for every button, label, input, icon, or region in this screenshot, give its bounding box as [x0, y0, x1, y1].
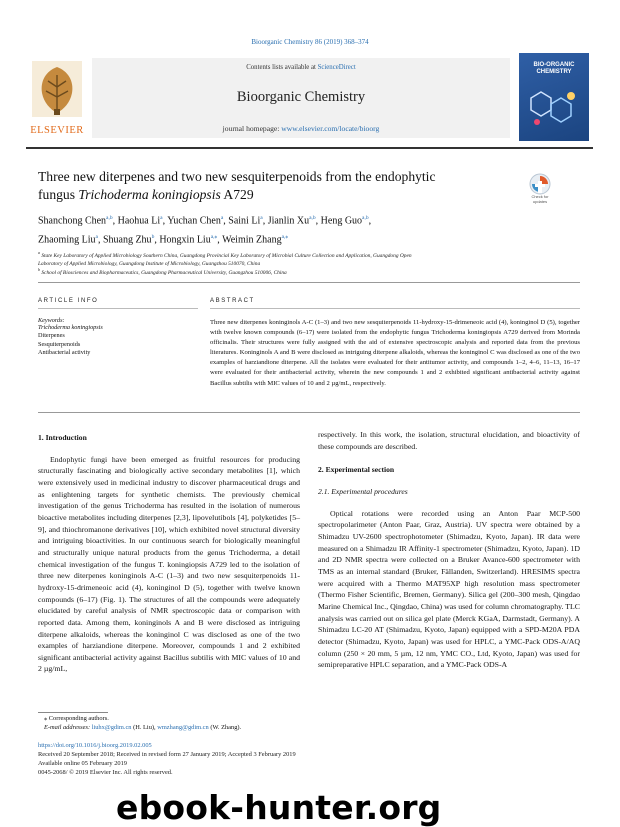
author-name: Hongxin Liu	[159, 234, 211, 246]
keyword-item: Trichoderma koningiopsis	[38, 324, 103, 331]
keywords-rule	[38, 308, 198, 309]
keywords-label: Keywords:	[38, 317, 65, 324]
cover-molecule-graphic	[527, 86, 581, 130]
corresponding-label: ⁎ Corresponding authors.	[44, 715, 109, 722]
journal-cover-title: BIO-ORGANIC CHEMISTRY	[533, 62, 575, 75]
title-line-2: fungus Trichoderma koningiopsis A729	[38, 186, 254, 202]
sciencedirect-link[interactable]: ScienceDirect	[317, 64, 356, 71]
left-column	[38, 432, 300, 675]
author-list	[38, 210, 578, 249]
author-name: Heng Guo	[320, 215, 363, 227]
procedures-subheading: 2.1. Experimental procedures	[318, 486, 408, 496]
journal-homepage	[92, 124, 510, 133]
author-line-1: Shanchong Chen$^{a,b}$, Haohua Li$^a$, Yuchan Chen$^a$, Saini Li$^a$, Jianlin Xu$^{a,b}$, Heng Guo$^{a,b}$,	[38, 215, 372, 227]
abstract-text: Three new diterpenes koninginols A-C (1–3) and two new sesquiterpenoids 11-hydroxy-15-drimeneoic acid (4), koninginol D (5), together with twelve known compounds (6–17) were isolated from the endophytic fungus Trichoderma koningiopsis A729 derived from Morinda officinalis. Their structures were fully assigned with the aid of extensive spectroscopic analysis and reported data from the previous literatures. Koninginols A and B were disclosed as intriguing diterpene alkaloids, whereas the koninginol C was disclosed as one of the two examples of harziandione diterpene. All the isolates were evaluated for their antitumor activity, and compounds 1–2, 4–6, 11–13, 16–17 were evaluated for their antibacterial activity, wherein the new compounds 1 and 2 exhibited significant antibacterial activity against Bacillus subtilis with MIC values of 10 and 2 µg/mL, respectively.	[210, 319, 580, 387]
available-online: Available online 05 February 2019	[38, 759, 127, 767]
author-name: Weimin Zhang	[222, 234, 282, 246]
publication-dates	[38, 751, 296, 777]
elsevier-logo	[26, 57, 88, 141]
author-name: Jianlin Xu	[267, 215, 310, 227]
right-column	[318, 429, 580, 671]
title-line-1: Three new diterpenes and two new sesquiterpenoids from the endophytic	[38, 169, 436, 184]
body-rule	[38, 412, 580, 413]
author-name: Saini Li	[228, 215, 261, 227]
abstract-rule	[210, 308, 580, 309]
crossmark-label[interactable]: Check for updates	[531, 194, 549, 204]
contents-prefix: Contents lists available at	[246, 64, 318, 71]
procedures-paragraph: Optical rotations were recorded using an Anton Paar MCP-500 spectropolarimeter (Anton Paar, Graz, Austria). UV spectra were obtained by a Shimadzu UV-2600 spectrophotometer (Shimadzu, Kyoto, Japan). IR data were measured on a Shimadzu IR Affinity-1 spectrometer (Shimadzu, Kyoto, Japan). 1D and 2D NMR spectra were collected on a Bruker Avance-600 spectrometer with TMS as an internal standard (Bruker, Fällanden, Switzerland). HRESIMS spectra were acquired with a Thermo MAT95XP high resolution mass spectrometer (Thermo Fisher Scientific, Bremen, Germany). Silica gel (200–300 mesh, Qingdao Marine Chemical Inc., Qingdao, China) was used for column chromatography. TLC analysis was carried out on silica gel plate (Merck KGaA, Darmstadt, Germany). A Shimadzu LC-20 AT (Shimadzu, Kyoto, Japan) equipped with a SPD-M20A PDA detector (Shimadzu, Kyoto, Japan) was used for HPLC, a YMC-Pack ODS-A/AQ column (250 × 20 mm, 5 µm, 12 nm, YMC CO., Ltd, Kyoto, Japan) was used for semipreparative HPLC separation, and a YMC-Pack ODS-A	[318, 508, 580, 670]
affiliation-a: $^a$ State Key Laboratory of Applied Microbiology Southern China, Guangdong Provincial Key Laboratory of Microbial Culture Collection and Application, Guangdong Open Laboratory of Applied Microbiology, Guangdong Institute of Microbiology, Guangzhou 510070, China	[38, 250, 412, 268]
keywords-list	[38, 324, 103, 358]
contents-line	[92, 64, 510, 71]
doi-link[interactable]: https://doi.org/10.1016/j.bioorg.2019.02.005	[38, 742, 152, 749]
journal-citation[interactable]: Bioorganic Chemistry 86 (2019) 368–374	[251, 38, 369, 46]
author-name: Shuang Zhu	[102, 234, 152, 246]
experimental-heading: 2. Experimental section	[318, 465, 395, 475]
footnote-rule	[38, 712, 108, 713]
homepage-prefix: journal homepage:	[222, 124, 282, 133]
homepage-link[interactable]: www.elsevier.com/locate/bioorg	[281, 124, 380, 133]
article-title	[38, 168, 508, 203]
keyword-item: Diterpenes	[38, 332, 65, 340]
author-name: Shanchong Chen	[38, 215, 107, 227]
received-dates: Received 20 September 2018; Received in revised form 27 January 2019; Accepted 3 February 2019	[38, 751, 296, 758]
author-name: Yuchan Chen	[167, 215, 221, 227]
header-rule	[26, 147, 593, 149]
corresponding-footnote	[44, 714, 241, 732]
email-link-liu[interactable]: liuhx@gdim.cn	[91, 724, 132, 731]
author-line-2: Zhaoming Liu$^a$, Shuang Zhu$^b$, Hongxin Liu$^{a,⁎}$, Weimin Zhang$^{a,⁎}$	[38, 234, 289, 246]
affiliation-b: $^b$ School of Biosciences and Biopharmaceutics, Guangdong Pharmaceutical University, Guangzhou 510006, China	[38, 267, 287, 276]
introduction-continuation: respectively. In this work, the isolation, structural elucidation, and bioactivity of these compounds are described.	[318, 430, 580, 451]
introduction-paragraph: Endophytic fungi have been emerged as fruitful resources for producing structurally fascinating and biologically active secondary metabolites [1], which were extensively used in medicinal industry to discover pharmaceutical drugs and as enlightening targets for synthetic chemists. The previously chemical investigation of the genus Trichoderma has resulted in the isolation of numerous bioactive metabolites including diterpenes [2,3], lipovelutibols [4], polyketides [5–9], and thiochromanone derivatives [10], which exhibited novel structural diversity and intriguing bioactivities. In our continuous search for biologically meaningful and structurally unique natural products from the genus Trichoderma, a detail chemical investigation of the fungus T. koningiopsis A729 led to the isolation of three new diterpenes koninginols A-C (1–3) and two new sesquiterpenoids 11-hydroxy-15-drimeneoic acid (4), koninginol D (5), together with twelve known compounds (6–17) (Fig. 1). The structures of all the compounds were adequately elucidated by careful analysis of NMR spectroscopic data or comparison with reported data. Among them, koninginols A and B were disclosed as intriguing diterpene alkaloids, whereas the koninginol C was disclosed as one of the two examples of harziandione diterpene. Moreover, compounds 1 and 2 exhibited significant antibacterial activity against Bacillus subtilis with MIC values of 10 and 2 µg/mL,	[38, 454, 300, 674]
introduction-heading: 1. Introduction	[38, 433, 87, 442]
section-rule	[38, 282, 580, 283]
copyright: 0045-2068/ © 2019 Elsevier Inc. All rights reserved.	[38, 768, 173, 776]
email-link-zhang[interactable]: wmzhang@gdim.cn	[157, 724, 209, 731]
author-name: Haohua Li	[117, 215, 161, 227]
elsevier-logo-text: ELSEVIER	[30, 125, 84, 136]
watermark-text: ebook-hunter.org	[116, 788, 442, 827]
keyword-item: Antibacterial activity	[38, 349, 91, 357]
journal-name: Bioorganic Chemistry	[236, 89, 366, 105]
author-name: Zhaoming Liu	[38, 234, 96, 246]
abstract-heading: ABSTRACT	[210, 298, 255, 304]
article-info-heading: ARTICLE INFO	[38, 298, 99, 304]
email-line: E-mail addresses: liuhx@gdim.cn (H. Liu), wmzhang@gdim.cn (W. Zhang).	[44, 724, 242, 731]
keyword-item: Sesquiterpenoids	[38, 340, 81, 348]
